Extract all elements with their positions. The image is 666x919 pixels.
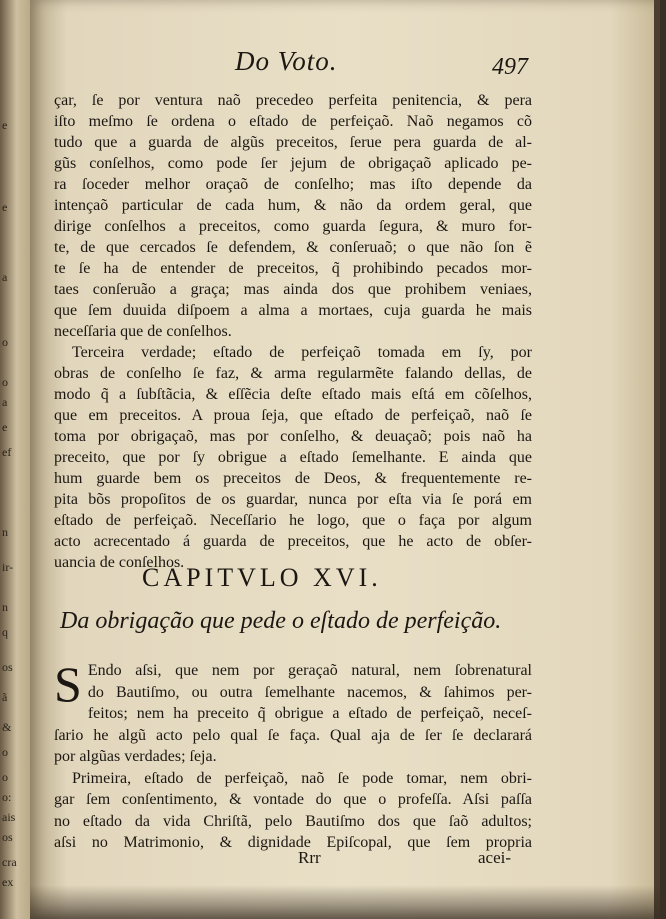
text-line: uancia de conſelhos. [54,554,185,571]
text-line: iſto meſmo ſe ordena o eſtado de perfeiçaõ. Naõ negamos cõ [54,113,532,130]
text-line: que ſem duuida diſpoem a alma a mortaes, cuja guarda he mais [54,302,532,319]
text-line: hum guarde bem os preceitos de Deos, & frequentemente re- [54,470,532,487]
previous-page-fragment: e [2,118,8,132]
previous-page-fragment: o: [2,790,12,804]
text-line: gar ſem conſentimento, & vontade do que o profeſſa. Aſsi paſſa [54,791,532,808]
chapter-body [54,656,532,854]
previous-page-fragment: e [2,200,8,214]
page-number: 497 [492,54,528,80]
text-line: por algũas verdades; ſeja. [54,748,217,765]
text-line: que em preceitos. A proua ſeja, que eſtado de perfeiçaõ, naõ ſe [54,407,532,424]
main-text [54,90,532,573]
text-line: feitos; nem ha preceito q̃ obrigue a eſtado de perfeiçaõ, neceſ- [87,705,532,722]
text-line: aſsi no Matrimonio, & dignidade Epiſcopal, que ſem propria [54,834,532,851]
previous-page-fragment: e [2,420,8,434]
previous-page-fragment: ir- [2,560,14,574]
chapter-subtitle: Da obrigação que pede o eſtado de perfeição. [60,608,502,634]
text-line: do Bautiſmo, ou outra ſemelhante nacemos, & ſahimos per- [87,683,532,701]
previous-page-fragment: ais [2,810,16,824]
text-line: ra ſoceder melhor oraçaõ de conſelho; mas iſto depende da [54,176,532,193]
previous-page-fragment: o [2,375,8,389]
text-line: obras de conſelho ſe faz, & arma regularmẽte falando dellas, de [54,365,532,382]
previous-page-fragment: n [2,525,8,539]
text-line: Terceira verdade; eſtado de perfeiçaõ tomada em ſy, por [72,344,532,361]
text-line: gũs conſelhos, como pode ſer jejum de obrigaçaõ aplicado pe- [54,155,532,172]
previous-page-fragment: o [2,335,8,349]
previous-page-fragment: a [2,270,8,284]
catchword: acei- [478,848,512,867]
text-line: no eſtado da vida Chriſtã, pelo Bautiſmo dos que ſaõ adultos; [54,812,532,830]
paragraph [54,342,532,573]
text-line: pita bõs propoſitos de os guardar, nunca por eſta via ſe porá em [54,491,532,508]
text-line: Primeira, eſtado de perfeiçaõ, naõ ſe pode tomar, nem obri- [72,769,532,787]
text-line: toma por obrigaçaõ, mas por conſelho, & deuaçaõ; pois naõ ha [54,428,532,445]
text-line: ſario he algũ acto pelo qual ſe faça. Qual aja de ſer ſe declarará [54,726,532,744]
text-line: modo q̃ a ſubſtãcia, & eſſẽcia deſte eſtado mais eſtá em cõſelhos, [54,386,532,403]
text-line: te, de que cercados ſe defendem, & conſeruaõ; o que não ſon ẽ [54,239,532,256]
chapter-title: CAPITVLO XVI. [142,563,382,592]
book-page [30,0,660,919]
previous-page-fragment: & [2,720,12,734]
text-line: çar, ſe por ventura naõ precedeo perfeita penitencia, & pera [54,92,532,109]
previous-page-edge [0,0,30,919]
text-line: intençaõ particular de cada hum, & não da ordem geral, que [54,197,532,214]
previous-page-fragment: os [2,660,13,674]
bottom-shadow [30,885,660,919]
previous-page-fragment: ex [2,875,14,889]
text-line: acto acrecentado á guarda de preceitos, que he acto de obſer- [54,533,532,550]
previous-page-fragment: cra [2,855,17,869]
text-line: eſtado de perfeiçaõ. Neceſſario he logo, que o faça por algum [54,512,532,529]
signature-mark: Rrr [298,848,321,867]
previous-page-fragment: ã [2,690,8,704]
text-line: taes conſeruão a graça; mas ainda dos que prohibem veniaes, [54,281,532,298]
previous-page-fragment: ef [2,445,12,459]
text-line: Endo aſsi, que nem por geraçaõ natural, nem ſobrenatural [87,662,532,679]
text-line: te ſe ha de entender de preceitos, q̃ prohibindo pecados mor- [54,260,532,277]
text-line: tudo que a guarda de algũs preceitos, ſerue pera guarda de al- [54,134,532,151]
running-title: Do Voto. [235,46,338,76]
page-edge-shadow [654,0,660,919]
drop-cap: S [54,656,82,712]
paragraph [54,90,532,342]
previous-page-fragment: a [2,395,8,409]
previous-page-fragment: q [2,625,8,639]
text-line: preceito, que por ſy obrigue a eſtado ſemelhante. E ainda que [54,449,532,466]
previous-page-fragment: n [2,600,8,614]
text-line: dirige conſelhos a preceitos, como guarda ſegura, & muro for- [54,218,532,235]
previous-page-fragment: o [2,770,8,784]
text-line: neceſſaria que de conſelhos. [54,323,232,340]
previous-page-fragment: o [2,745,8,759]
page-header [30,44,660,84]
previous-page-fragment: os [2,830,13,844]
